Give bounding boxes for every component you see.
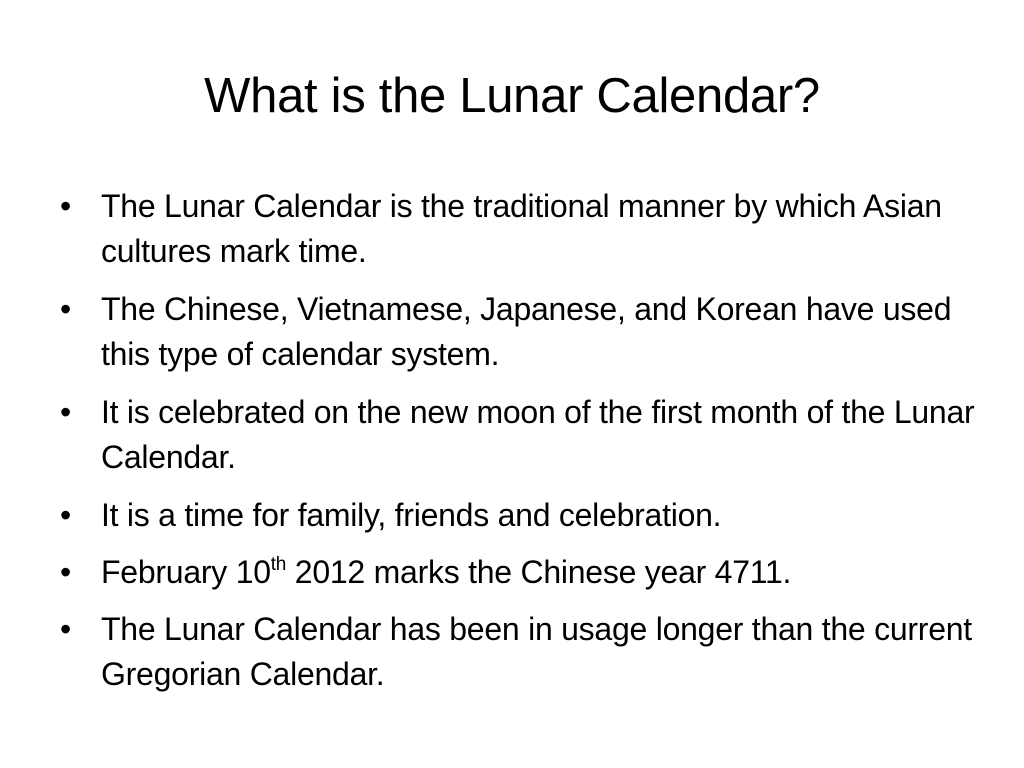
year-text: 2012 marks the Chinese year 4711. bbox=[286, 554, 792, 590]
bullet-dot-icon: • bbox=[60, 188, 71, 224]
bullet-text: The Lunar Calendar has been in usage longer than the current Gregorian Calendar. bbox=[101, 611, 972, 692]
bullet-text bbox=[101, 554, 791, 590]
bullet-item bbox=[56, 184, 976, 274]
bullet-text: It is celebrated on the new moon of the first month of the Lunar Calendar. bbox=[101, 394, 975, 475]
bullet-dot-icon: • bbox=[60, 497, 71, 533]
bullet-item bbox=[56, 390, 976, 480]
date-text: February 10 bbox=[101, 554, 271, 590]
slide-title: What is the Lunar Calendar? bbox=[204, 69, 820, 123]
bullet-text: The Lunar Calendar is the traditional manner by which Asian cultures mark time. bbox=[101, 188, 942, 269]
bullet-text: It is a time for family, friends and celebration. bbox=[101, 497, 722, 533]
bullet-dot-icon: • bbox=[60, 291, 71, 327]
bullet-text: The Chinese, Vietnamese, Japanese, and Korean have used this type of calendar system. bbox=[101, 291, 952, 372]
bullet-item bbox=[56, 493, 976, 538]
bullet-item bbox=[56, 287, 976, 377]
ordinal-suffix: th bbox=[270, 554, 287, 575]
bullet-dot-icon: • bbox=[60, 394, 71, 430]
bullet-dot-icon: • bbox=[60, 554, 71, 590]
bullet-item bbox=[56, 607, 976, 697]
bullet-dot-icon: • bbox=[60, 611, 71, 647]
bullet-item bbox=[56, 550, 976, 595]
bullet-list bbox=[56, 184, 976, 710]
